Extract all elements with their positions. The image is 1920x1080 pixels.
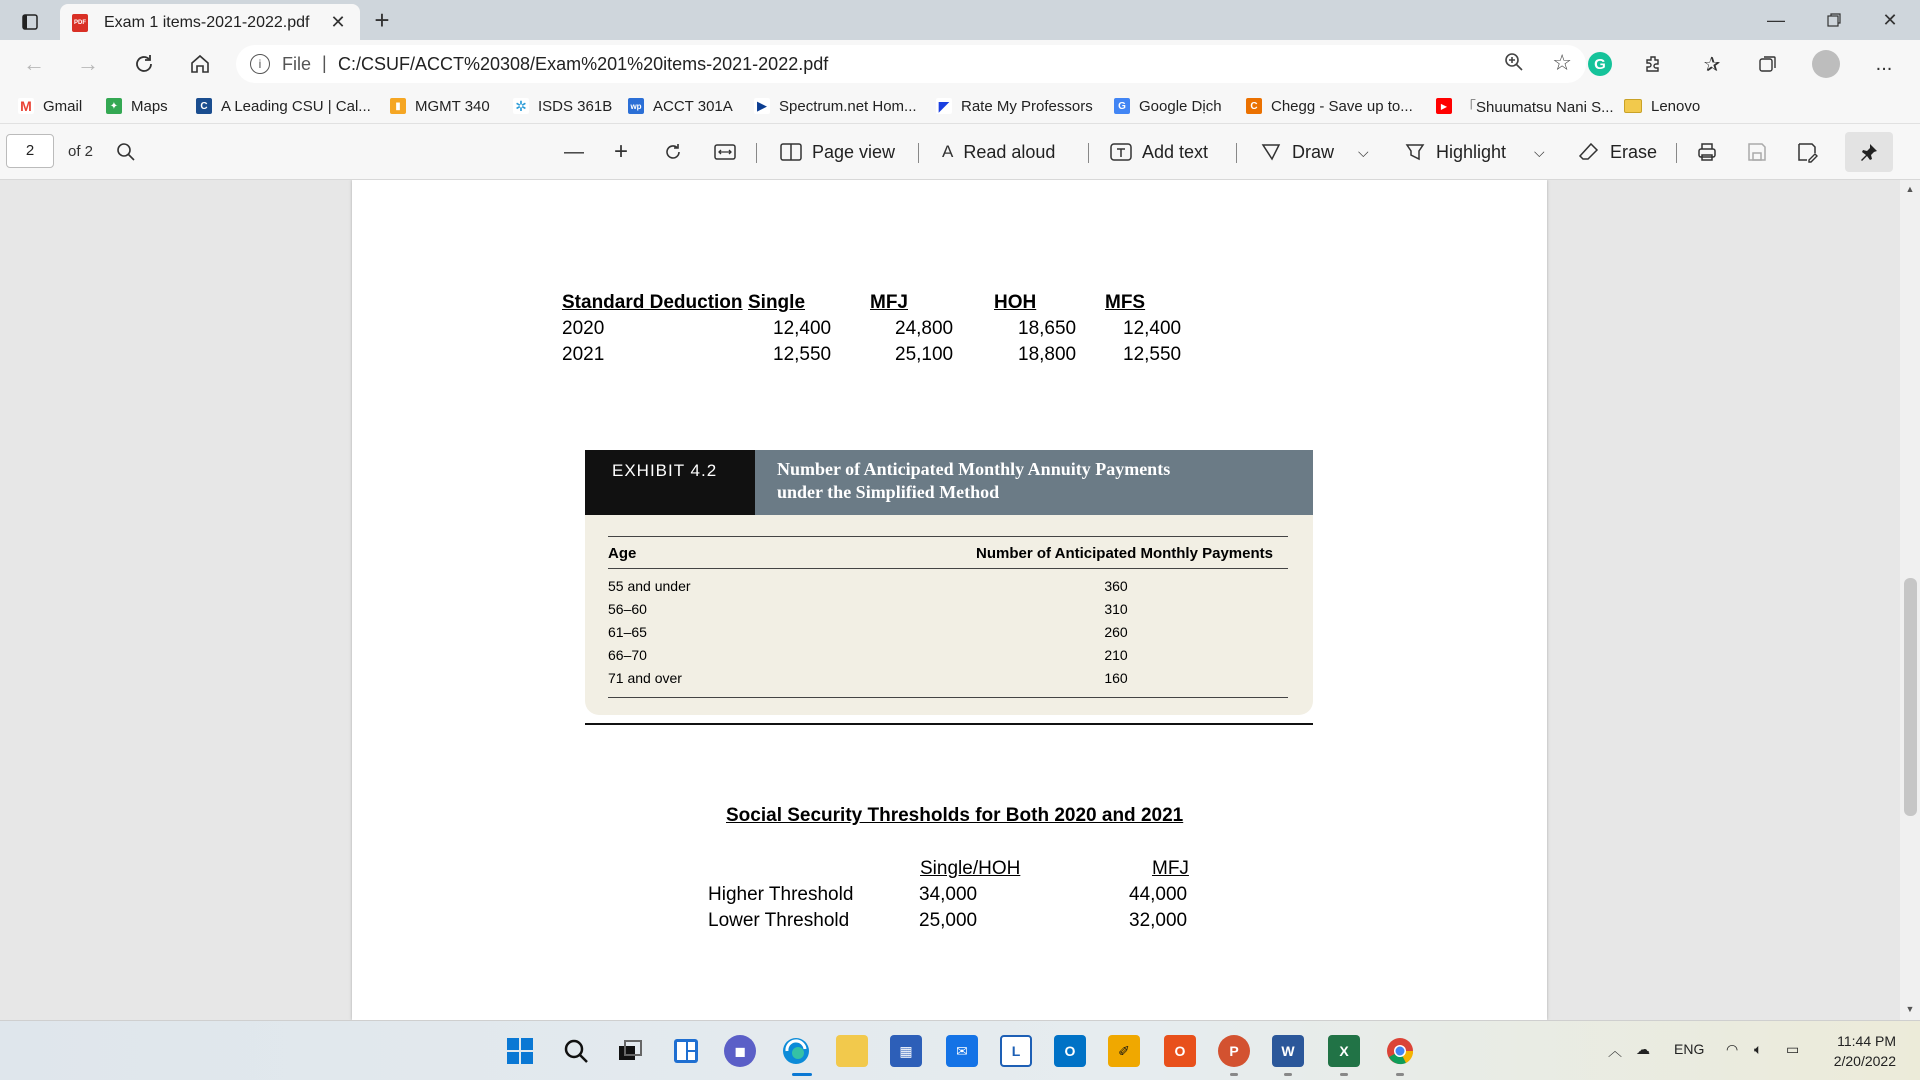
app-running-indicator xyxy=(1340,1073,1348,1076)
more-menu-icon[interactable]: ... xyxy=(1875,52,1893,75)
bookmark-google-translate[interactable] xyxy=(1114,96,1222,116)
clock-date: 2/20/2022 xyxy=(1833,1053,1896,1069)
bookmark-chegg[interactable] xyxy=(1246,96,1413,116)
bookmark-isds-361b[interactable] xyxy=(513,96,612,116)
file-explorer-icon[interactable] xyxy=(836,1035,868,1067)
bookmark-lenovo-folder[interactable] xyxy=(1624,96,1700,116)
profile-avatar[interactable] xyxy=(1812,50,1840,78)
pin-icon xyxy=(1859,142,1879,162)
save-button[interactable] xyxy=(1746,136,1768,168)
back-button[interactable]: ← xyxy=(23,51,45,76)
table-cell: 12,400 xyxy=(1123,318,1182,339)
payments-cell: 160 xyxy=(1104,670,1128,686)
highlight-button[interactable] xyxy=(1404,136,1506,168)
show-hidden-icons-icon[interactable]: ︿ xyxy=(1608,1043,1622,1059)
table-row xyxy=(585,578,1313,600)
search-icon xyxy=(562,1037,590,1065)
battery-icon[interactable]: ▭ xyxy=(1786,1041,1800,1057)
bookmark-label: 「Shuumatsu Nani S... xyxy=(1461,98,1614,116)
save-as-button[interactable] xyxy=(1796,136,1818,168)
erase-label: Erase xyxy=(1610,141,1658,162)
exhibit-title xyxy=(755,450,1313,515)
bookmark-label: Spectrum.net Hom... xyxy=(779,97,917,115)
bookmark-rate-my-professors[interactable] xyxy=(936,96,1093,116)
divider xyxy=(1676,143,1677,163)
table-row xyxy=(585,601,1313,623)
zoom-out-button[interactable] xyxy=(564,136,594,168)
age-cell: 56–60 xyxy=(608,601,647,617)
erase-button[interactable] xyxy=(1578,136,1657,168)
bookmark-acct-301a[interactable] xyxy=(628,96,733,116)
zoom-in-button[interactable] xyxy=(614,136,638,168)
task-view-button[interactable] xyxy=(614,1035,646,1067)
table-cell: 18,800 xyxy=(1018,344,1077,365)
add-favorite-icon[interactable]: ☆ xyxy=(1552,50,1572,75)
microsoft-store-icon[interactable]: ▦ xyxy=(890,1035,922,1067)
home-button[interactable] xyxy=(182,48,218,80)
app-running-indicator xyxy=(1284,1073,1292,1076)
age-cell: 55 and under xyxy=(608,578,691,594)
find-button[interactable] xyxy=(116,136,136,168)
exhibit-title-line: Number of Anticipated Monthly Annuity Payments xyxy=(777,459,1171,479)
clock-time: 11:44 PM xyxy=(1837,1033,1896,1049)
close-window-button[interactable]: ✕ xyxy=(1882,9,1898,30)
csu-icon: C xyxy=(196,98,212,114)
age-cell: 71 and over xyxy=(608,670,682,686)
table-cell: 44,000 xyxy=(1129,884,1188,905)
restore-button[interactable] xyxy=(1810,4,1858,36)
bookmark-gmail[interactable] xyxy=(18,96,82,116)
address-bar[interactable] xyxy=(236,45,1586,83)
divider xyxy=(1236,143,1237,163)
outlook-icon[interactable]: O xyxy=(1054,1035,1086,1067)
print-button[interactable] xyxy=(1696,136,1718,168)
row-label: Higher Threshold xyxy=(708,884,854,905)
bookmark-label: Lenovo xyxy=(1651,97,1701,115)
clock[interactable] xyxy=(1834,1031,1896,1071)
windows-logo-icon xyxy=(506,1037,534,1065)
chrome-logo-icon xyxy=(1386,1037,1414,1065)
gmail-icon: M xyxy=(18,98,34,114)
rotate-button[interactable] xyxy=(662,136,684,168)
table-cell: 2020 xyxy=(562,318,605,339)
plus-icon: + xyxy=(614,138,629,165)
table-row xyxy=(585,624,1313,646)
new-tab-button[interactable]: + xyxy=(374,4,390,35)
draw-icon xyxy=(1260,141,1282,163)
start-button[interactable] xyxy=(504,1035,536,1067)
acct-icon: wp xyxy=(628,98,644,114)
volume-icon[interactable]: 🔈︎ xyxy=(1754,1041,1763,1057)
search-button[interactable] xyxy=(560,1035,592,1067)
divider xyxy=(608,697,1288,698)
printer-icon xyxy=(1696,141,1718,163)
chegg-icon: C xyxy=(1246,98,1262,114)
office-icon[interactable]: O xyxy=(1164,1035,1196,1067)
pdf-toolbar xyxy=(0,124,1920,180)
add-text-icon xyxy=(1110,142,1132,162)
extensions-icon[interactable] xyxy=(1638,48,1670,80)
bookmarks-bar xyxy=(0,88,1920,124)
divider xyxy=(918,143,919,163)
lenovo-vantage-icon[interactable]: L xyxy=(1000,1035,1032,1067)
table-cell: 12,550 xyxy=(1123,344,1182,365)
folder-icon xyxy=(1624,99,1642,113)
bookmark-label: ISDS 361B xyxy=(538,97,613,115)
table-cell: 32,000 xyxy=(1129,910,1188,931)
bookmark-mgmt-340[interactable] xyxy=(390,96,490,116)
wifi-icon[interactable]: ◠ xyxy=(1726,1041,1739,1057)
bookmark-label: MGMT 340 xyxy=(415,97,490,115)
minus-icon: — xyxy=(564,140,584,163)
payments-cell: 210 xyxy=(1104,647,1128,663)
onedrive-icon[interactable]: ☁ xyxy=(1636,1041,1650,1057)
bookmark-label: Rate My Professors xyxy=(961,97,1093,115)
divider xyxy=(608,536,1288,537)
table-cell: 18,650 xyxy=(1018,318,1077,339)
active-app-indicator xyxy=(792,1073,812,1076)
close-tab-icon[interactable]: ✕ xyxy=(330,11,346,32)
maps-icon: ✦ xyxy=(106,98,122,114)
payments-cell: 360 xyxy=(1104,578,1128,594)
mgmt-icon: ▮ xyxy=(390,98,406,114)
table-cell: 12,550 xyxy=(773,344,832,365)
table-cell: 25,000 xyxy=(919,910,978,931)
age-cell: 66–70 xyxy=(608,647,647,663)
grammarly-icon[interactable]: G xyxy=(1588,52,1612,76)
forward-button[interactable]: → xyxy=(77,51,99,76)
highlight-label: Highlight xyxy=(1436,141,1507,162)
eraser-icon xyxy=(1578,141,1600,163)
youtube-icon: ▶ xyxy=(1436,98,1452,114)
exhibit-table xyxy=(585,450,1313,724)
app-running-indicator xyxy=(1396,1073,1404,1076)
table-cell: 24,800 xyxy=(895,318,954,339)
chrome-icon[interactable] xyxy=(1384,1035,1416,1067)
add-text-label: Add text xyxy=(1142,141,1209,162)
google-translate-icon: G xyxy=(1114,98,1130,114)
divider xyxy=(756,143,757,163)
draw-options-dropdown[interactable] xyxy=(1358,136,1379,168)
draw-label: Draw xyxy=(1292,141,1335,162)
rotate-icon xyxy=(662,141,684,163)
chevron-down-icon: ⌵ xyxy=(1358,143,1369,160)
refresh-button[interactable] xyxy=(126,48,162,80)
age-cell: 61–65 xyxy=(608,624,647,640)
bookmark-label: Google Dịch xyxy=(1139,97,1222,115)
tab-title: Exam 1 items-2021-2022.pdf xyxy=(104,14,310,31)
rmp-icon: ◤ xyxy=(936,98,952,114)
url-text[interactable]: C:/CSUF/ACCT%20308/Exam%201%20items-2021-2022.pdf xyxy=(338,54,829,74)
address-toolbar xyxy=(0,40,1920,88)
minimize-button[interactable]: — xyxy=(1767,9,1785,30)
column-header-single-hoh: Single/HOH xyxy=(920,858,1021,879)
add-text-button[interactable] xyxy=(1110,136,1208,168)
favorites-icon[interactable]: ✰ xyxy=(1703,53,1721,76)
divider xyxy=(585,723,1313,725)
table-cell: 34,000 xyxy=(919,884,978,905)
tab-actions-icon[interactable] xyxy=(12,8,48,36)
pdf-viewer[interactable] xyxy=(0,180,1920,1020)
read-aloud-label: Read aloud xyxy=(963,141,1056,162)
edge-logo-icon xyxy=(781,1036,811,1066)
bookmark-label: A Leading CSU | Cal... xyxy=(221,97,371,115)
task-view-icon xyxy=(617,1038,643,1064)
edge-browser-icon[interactable] xyxy=(780,1035,812,1067)
page-count: of 2 xyxy=(68,143,94,160)
isds-icon: ✲ xyxy=(513,98,529,114)
exhibit-title-line: under the Simplified Method xyxy=(777,482,1000,502)
table-row xyxy=(585,647,1313,669)
word-icon[interactable]: W xyxy=(1272,1035,1304,1067)
exhibit-label: EXHIBIT 4.2 xyxy=(585,450,755,515)
table-header: MFJ xyxy=(870,292,908,313)
bookmark-label: Gmail xyxy=(43,97,83,115)
bookmark-csu[interactable] xyxy=(196,96,371,116)
table-header: MFS xyxy=(1105,292,1146,313)
read-aloud-button[interactable] xyxy=(942,136,1055,168)
table-cell: 12,400 xyxy=(773,318,832,339)
mail-icon[interactable]: ✉ xyxy=(946,1035,978,1067)
pdf-page xyxy=(352,180,1547,1020)
bookmark-label: Chegg - Save up to... xyxy=(1271,97,1413,115)
scroll-up-icon[interactable]: ▲ xyxy=(1905,184,1915,194)
page-view-label: Page view xyxy=(812,141,896,162)
highlight-options-dropdown[interactable] xyxy=(1534,136,1555,168)
table-row xyxy=(585,670,1313,692)
save-as-icon xyxy=(1796,141,1818,163)
fit-to-width-button[interactable] xyxy=(714,136,736,168)
save-icon xyxy=(1746,141,1768,163)
bookmark-label: ACCT 301A xyxy=(653,97,733,115)
read-aloud-icon: A xyxy=(942,142,954,161)
vertical-scrollbar[interactable] xyxy=(1900,180,1920,1020)
pdf-file-icon: PDF xyxy=(72,14,88,32)
scrollbar-thumb[interactable] xyxy=(1904,578,1917,816)
browser-title-bar xyxy=(0,0,1920,40)
divider xyxy=(608,568,1288,569)
language-indicator[interactable]: ENG xyxy=(1674,1041,1705,1057)
bookmark-label: Maps xyxy=(131,97,168,115)
scroll-down-icon[interactable]: ▼ xyxy=(1905,1004,1915,1014)
widgets-icon xyxy=(672,1037,700,1065)
zoom-icon[interactable] xyxy=(1504,52,1524,72)
widgets-button[interactable] xyxy=(670,1035,702,1067)
table-cell: 2021 xyxy=(562,344,605,365)
section-title: Social Security Thresholds for Both 2020 and 2021 xyxy=(726,805,1184,826)
draw-button[interactable] xyxy=(1260,136,1334,168)
spectrum-icon: ▶ xyxy=(754,98,770,114)
column-header-payments: Number of Anticipated Monthly Payments xyxy=(976,545,1273,562)
windows-taskbar xyxy=(0,1020,1920,1080)
divider: | xyxy=(322,53,327,73)
app-icon[interactable]: ✐ xyxy=(1108,1035,1140,1067)
table-header: Standard Deduction xyxy=(562,292,743,313)
page-view-button[interactable] xyxy=(780,136,895,168)
teams-chat-icon[interactable]: ◼ xyxy=(724,1035,756,1067)
pin-toolbar-button[interactable] xyxy=(1845,132,1893,172)
powerpoint-icon[interactable]: P xyxy=(1218,1035,1250,1067)
column-header-age: Age xyxy=(608,545,637,562)
table-header: HOH xyxy=(994,292,1037,313)
column-header-mfj: MFJ xyxy=(1152,858,1189,879)
info-icon[interactable]: i xyxy=(250,54,270,74)
table-cell: 25,100 xyxy=(895,344,954,365)
search-icon xyxy=(116,142,136,162)
bookmark-maps[interactable] xyxy=(106,96,168,116)
page-number-input[interactable]: 2 xyxy=(6,134,54,168)
bookmark-spectrum[interactable] xyxy=(754,96,917,116)
payments-cell: 310 xyxy=(1104,601,1128,617)
app-running-indicator xyxy=(1230,1073,1238,1076)
excel-icon[interactable]: X xyxy=(1328,1035,1360,1067)
page-view-icon xyxy=(780,142,802,162)
payments-cell: 260 xyxy=(1104,624,1128,640)
table-header: Single xyxy=(748,292,806,313)
tab-active[interactable] xyxy=(60,4,360,40)
fit-width-icon xyxy=(714,143,736,161)
row-label: Lower Threshold xyxy=(708,910,850,931)
chevron-down-icon: ⌵ xyxy=(1534,143,1545,160)
file-scheme-label: File xyxy=(282,54,312,74)
highlight-icon xyxy=(1404,141,1426,163)
collections-icon[interactable] xyxy=(1752,48,1784,80)
bookmark-youtube-video[interactable] xyxy=(1436,96,1614,116)
divider xyxy=(1088,143,1089,163)
